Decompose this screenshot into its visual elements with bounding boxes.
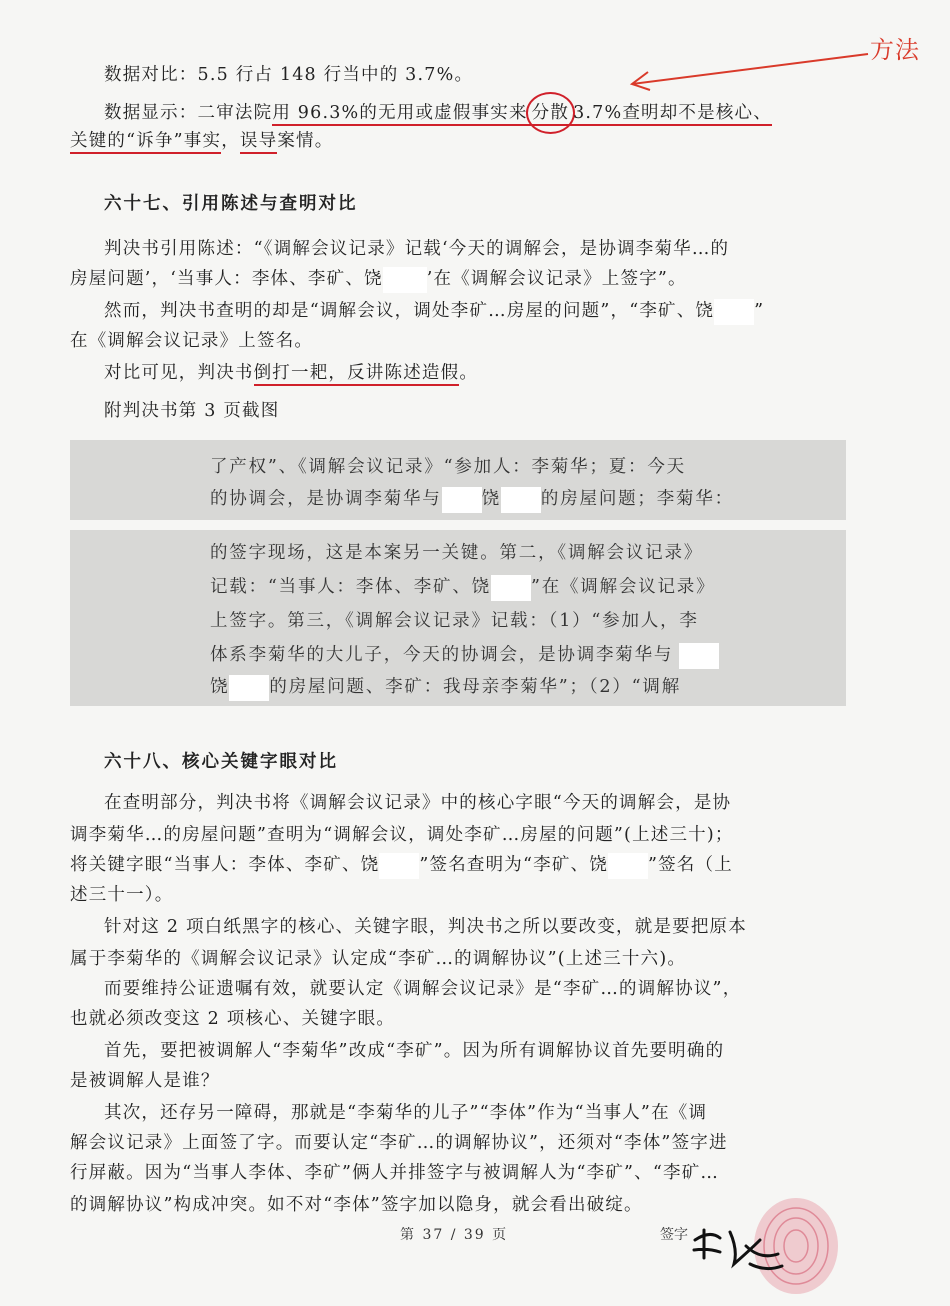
text-line: 首先，要把被调解人“李菊华”改成“李矿”。因为所有调解协议首先要明确的 [104,1041,725,1061]
redaction-box [383,267,427,293]
caption: 附判决书第 3 页截图 [104,401,280,421]
text-line: 是被调解人是谁？ [70,1071,220,1091]
circled-text: 分散 [526,92,575,134]
screenshot-image [70,530,846,706]
screenshot-text-line [210,670,681,704]
screenshot-text-line [210,482,734,516]
screenshot-text-line [210,570,715,604]
page-number: 第 37 / 39 页 [400,1227,509,1243]
screenshot-text-line: 的签字现场，这是本案另一关键。第二，《调解会议记录》 [210,543,704,563]
text-line [70,848,850,882]
screenshot-text-line [210,638,719,672]
text-line: 属于李菊华的《调解会议记录》认定成“李矿…的调解协议”(上述三十六)。 [70,949,687,969]
underlined-text: 误导 [240,131,277,154]
text-span: 房屋问题’，‘当事人：李体、李矿、饶 [70,269,383,289]
redaction-box [442,487,482,513]
text-line: 数据对比：5.5 行占 148 行当中的 3.7%。 [104,65,474,85]
text-span: 然而，判决书查明的却是“调解会议，调处李矿…房屋的问题”，“李矿、饶 [104,301,715,321]
text-span: 。 [459,363,479,383]
redaction-box [379,853,419,879]
text-line: 判决书引用陈述：“《调解会议记录》记载‘今天的调解会，是协调李菊华…的 [104,239,730,259]
redaction-box [501,487,541,513]
text-span: 体系李菊华的大儿子，今天的协调会，是协调李菊华与 [210,645,674,665]
text-span: ’在《调解会议记录》上签字”。 [426,269,687,289]
text-span: 数据显示：二审法院 [104,103,273,123]
screenshot-text-line: 上签字。第三，《调解会议记录》记载：（1）“参加人，李 [210,611,699,631]
text-span: 饶 [210,677,230,697]
redaction-box [714,299,754,325]
text-line: 也就必须改变这 2 项核心、关键字眼。 [70,1009,396,1029]
text-line [104,294,850,328]
text-span: 的房屋问题、李矿：我母亲李菊华”；（2）“调解 [269,677,681,697]
text-span: 饶 [481,489,501,509]
text-span: ， [221,131,240,151]
text-line: 而要维持公证遗嘱有效，就要认定《调解会议记录》是“李矿…的调解协议”， [104,979,742,999]
text-span: ” [754,301,765,321]
text-line: 针对这 2 项白纸黑字的核心、关键字眼，判决书之所以要改变，就是要把原本 [104,917,747,937]
signature-label: 签字 [660,1227,688,1243]
text-span: 的协调会，是协调李菊华与 [210,489,442,509]
text-line: 述三十一）。 [70,885,174,905]
text-span: 用 96.3%的无用或虚假事实来 [272,103,528,123]
text-line: 在查明部分，判决书将《调解会议记录》中的核心字眼“今天的调解会，是协 [104,793,732,813]
redaction-box [229,675,269,701]
text-line: 在《调解会议记录》上签名。 [70,331,314,351]
text-line [70,124,850,158]
text-span: 3.7%查明却不是核心、 [573,103,772,123]
text-line: 行屏蔽。因为“当事人李体、李矿”俩人并排签字与被调解人为“李矿”、“李矿… [70,1163,720,1183]
text-line: 其次，还存另一障碍，那就是“李菊华的儿子”“李体”作为“当事人”在《调 [104,1103,708,1123]
text-span: 将关键字眼“当事人：李体、李矿、饶 [70,855,380,875]
redaction-box [491,575,531,601]
text-span: 案情。 [277,131,334,151]
text-line [104,356,850,390]
underlined-text: 倒打一耙，反讲陈述造假 [254,363,460,386]
redaction-box [679,643,719,669]
section-heading: 六十八、核心关键字眼对比 [104,752,338,772]
text-line [70,262,850,296]
handwritten-note: 方法 [870,36,920,64]
text-span: ”签名查明为“李矿、饶 [419,855,608,875]
text-line: 的调解协议”构成冲突。如不对“李体”签字加以隐身，就会看出破绽。 [70,1195,643,1215]
handwritten-signature [690,1220,790,1280]
redaction-box [608,853,648,879]
underlined-text [272,103,772,126]
text-span: ”签名（上 [647,855,733,875]
section-heading: 六十七、引用陈述与查明对比 [104,194,358,214]
text-span: 的房屋问题；李菊华： [540,489,734,509]
text-line: 调李菊华…的房屋问题”查明为“调解会议，调处李矿…房屋的问题”(上述三十)； [70,825,734,845]
text-line: 解会议记录》上面签了字。而要认定“李矿…的调解协议”，还须对“李体”签字进 [70,1133,728,1153]
text-span: 对比可见，判决书 [104,363,254,383]
screenshot-image [70,440,846,520]
text-span: ”在《调解会议记录》 [530,577,716,597]
text-span: 记载：“当事人：李体、李矿、饶 [210,577,491,597]
screenshot-text-line: 了产权”、《调解会议记录》“参加人：李菊华；夏：今天 [210,457,686,477]
underlined-text: 关键的“诉争”事实 [70,131,221,154]
